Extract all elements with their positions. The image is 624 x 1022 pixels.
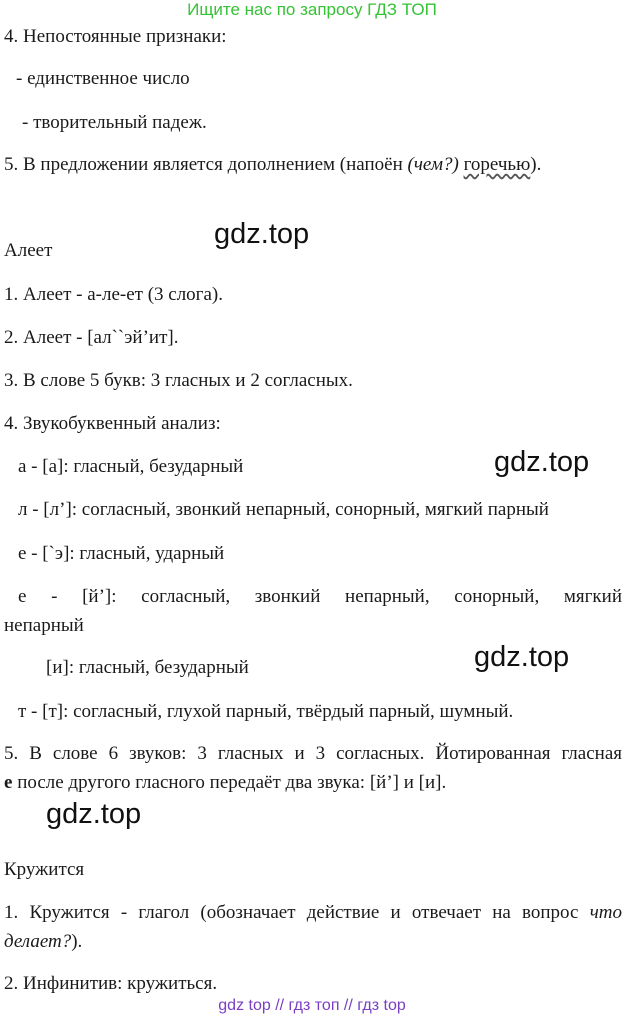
text-line: непарный <box>4 615 84 636</box>
text-segment: ). <box>530 154 542 175</box>
text-line: т - [т]: согласный, глухой парный, твёрдый парный, шумный. <box>18 701 514 722</box>
text-line: - творительный падеж. <box>22 112 207 133</box>
search-banner[interactable]: Ищите нас по запросу ГДЗ ТОП <box>187 0 437 19</box>
bold-letter: е <box>4 772 13 793</box>
watermark: gdz.top <box>494 446 590 478</box>
text-segment: 5. В предложении является дополнением (напоён <box>4 154 408 175</box>
text-line: л - [л’]: согласный, звонкий непарный, сонорный, мягкий парный <box>18 499 549 520</box>
text-line: - единственное число <box>16 68 190 89</box>
text-segment: 1. Кружится - глагол (обозначает действие и отвечает на вопрос <box>4 902 590 923</box>
text-line: 5. В слове 6 звуков: 3 гласных и 3 согласных. Йотированная гласная <box>4 743 622 764</box>
question-italic: что <box>589 902 622 923</box>
section-heading: Алеет <box>4 240 53 261</box>
question-italic: (чем?) <box>407 154 459 175</box>
text-line: 4. Звукобуквенный анализ: <box>4 413 221 434</box>
text-line <box>4 931 82 953</box>
text-line: 1. Алеет - а-ле-ет (3 слога). <box>4 284 223 305</box>
text-line: е - [й’]: согласный, звонкий непарный, сонорный, мягкий <box>18 586 622 607</box>
text-segment: после другого гласного передаёт два звука: [й’] и [и]. <box>12 772 447 793</box>
underlined-word: горечью <box>463 154 531 175</box>
watermark: gdz.top <box>214 218 310 250</box>
text-line <box>4 154 541 176</box>
text-line: 2. Алеет - [ал``эй’ит]. <box>4 327 179 348</box>
watermark: gdz.top <box>474 641 570 673</box>
question-italic: делает? <box>4 931 72 952</box>
watermark: gdz.top <box>46 798 142 830</box>
text-line: 4. Непостоянные признаки: <box>4 26 227 47</box>
text-line <box>4 772 446 794</box>
text-line: а - [а]: гласный, безударный <box>18 456 244 477</box>
text-line: е - [`э]: гласный, ударный <box>18 543 225 564</box>
text-segment: ). <box>71 931 83 952</box>
text-line <box>4 902 622 924</box>
section-heading: Кружится <box>4 859 85 880</box>
text-line: 2. Инфинитив: кружиться. <box>4 973 218 994</box>
text-line: 3. В слове 5 букв: 3 гласных и 2 согласных. <box>4 370 353 391</box>
footer-links[interactable]: gdz top // гдз топ // гдз top <box>218 997 406 1014</box>
text-line: [и]: гласный, безударный <box>46 657 249 678</box>
